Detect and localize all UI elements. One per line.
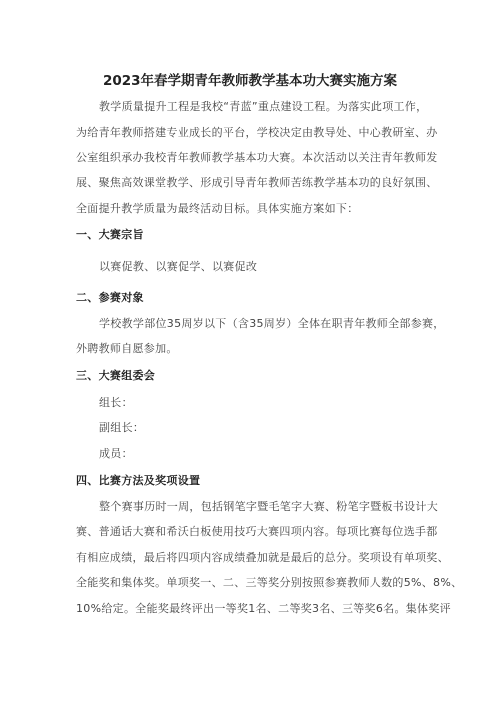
section-4-line-2: 赛、普通话大赛和希沃白板使用技巧大赛四项内容。每项比赛每位选手都	[76, 525, 438, 538]
section-3-heading: 三、大赛组委会	[76, 369, 156, 382]
section-4-line-4: 全能奖和集体奖。单项奖一、二、三等奖分别按照参赛教师人数的5%、8%、	[76, 576, 463, 589]
intro-line-3: 公室组织承办我校青年教师教学基本功大赛。本次活动以关注青年教师发	[76, 151, 438, 164]
committee-members: 成员：	[99, 447, 133, 460]
section-1-heading: 一、大赛宗旨	[76, 228, 144, 241]
intro-line-4: 展、聚焦高效课堂教学、形成引导青年教师苦练教学基本功的良好氛围、	[76, 176, 438, 189]
intro-line-2: 为给青年教师搭建专业成长的平台，学校决定由教导处、中心教研室、办	[76, 126, 438, 139]
intro-line-5: 全面提升教学质量为最终活动目标。具体实施方案如下：	[76, 202, 359, 215]
committee-deputy: 副组长：	[99, 421, 145, 434]
document-title: 2023年春学期青年教师教学基本功大赛实施方案	[102, 73, 398, 89]
section-2-line-1: 学校教学部位35周岁以下（含35周岁）全体在职青年教师全部参赛，	[99, 317, 445, 330]
section-4-line-1: 整个赛事历时一周，包括钢笔字暨毛笔字大赛、粉笔字暨板书设计大	[99, 500, 438, 513]
section-2-line-2: 外聘教师自愿参加。	[76, 342, 178, 355]
committee-leader: 组长：	[99, 396, 133, 409]
section-4-heading: 四、比赛方法及奖项设置	[76, 474, 201, 487]
section-4-line-5: 10%给定。全能奖最终评出一等奖1名、二等奖3名、三等奖6名。集体奖评	[76, 602, 451, 615]
section-2-heading: 二、参赛对象	[76, 291, 144, 304]
section-1-text: 以赛促教、以赛促学、以赛促改	[99, 260, 258, 273]
intro-line-1: 教学质量提升工程是我校“青蓝”重点建设工程。为落实此项工作，	[99, 100, 428, 113]
section-4-line-3: 有相应成绩，最后将四项内容成绩叠加就是最后的总分。奖项设有单项奖、	[76, 551, 449, 564]
